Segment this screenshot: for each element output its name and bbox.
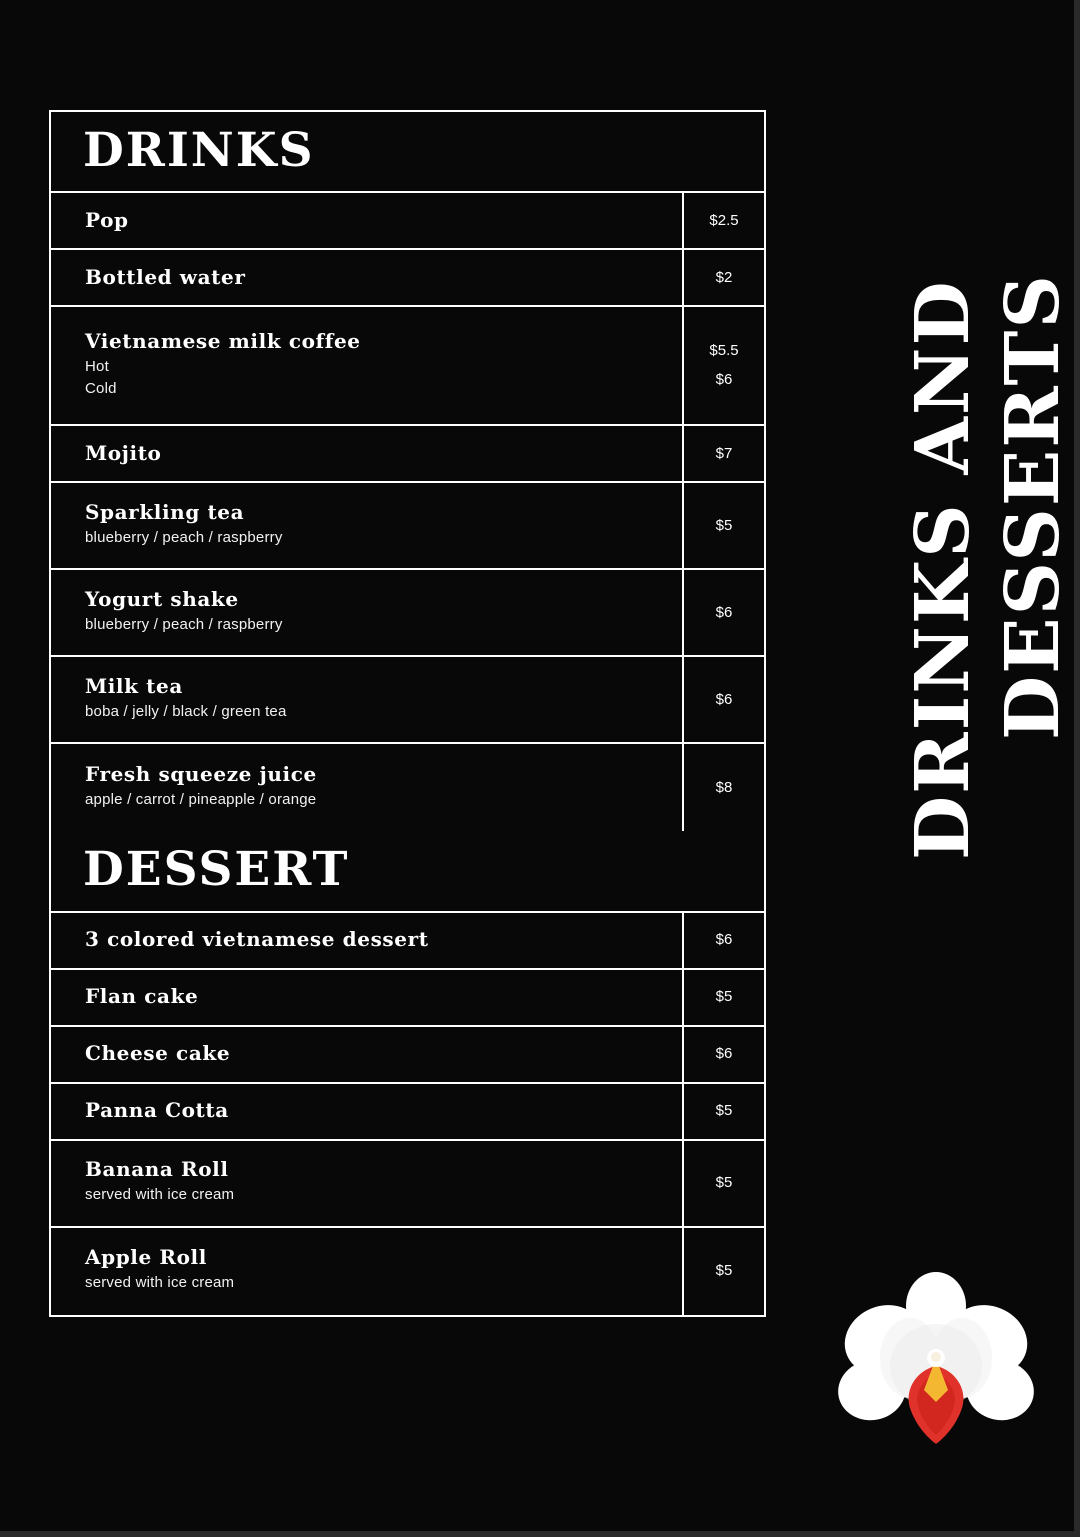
section-header-dessert <box>51 831 764 912</box>
price-cell <box>684 193 764 248</box>
section-rows-drinks <box>51 193 764 831</box>
page-edge-right <box>1074 0 1080 1537</box>
price-cell <box>684 744 764 831</box>
price-cell <box>684 1141 764 1226</box>
table-row <box>51 1141 764 1228</box>
item-cell <box>51 1228 684 1315</box>
item-cell <box>51 483 684 568</box>
item-cell <box>51 570 684 655</box>
item-price: $6 <box>715 690 733 708</box>
item-name: Bottled water <box>85 264 246 289</box>
item-name: Yogurt shake <box>85 587 239 612</box>
item-price: $5 <box>715 516 733 534</box>
item-cell <box>51 307 684 424</box>
item-price: $2.5 <box>709 211 739 229</box>
item-price: $5 <box>715 1261 733 1279</box>
item-description: served with ice cream <box>85 1186 235 1204</box>
price-cell <box>684 913 764 968</box>
vertical-title-line-1: DRINKS AND <box>900 279 986 860</box>
item-description <box>85 356 670 401</box>
table-row <box>51 970 764 1027</box>
table-row <box>51 250 764 307</box>
vertical-title-line-2: DESSERTS <box>990 273 1076 740</box>
item-option-cold: Cold <box>85 380 117 398</box>
price-cell <box>684 307 764 424</box>
item-cell <box>51 1084 684 1139</box>
price-cell <box>684 657 764 742</box>
item-name: Flan cake <box>85 984 199 1009</box>
item-option-hot: Hot <box>85 357 109 375</box>
table-row <box>51 307 764 426</box>
item-description: blueberry / peach / raspberry <box>85 529 283 547</box>
item-price: $6 <box>715 370 733 388</box>
page-edge-bottom <box>0 1531 1080 1537</box>
item-description: blueberry / peach / raspberry <box>85 616 283 634</box>
price-cell <box>684 570 764 655</box>
vertical-title <box>800 100 1076 900</box>
item-cell <box>51 250 684 305</box>
item-description: apple / carrot / pineapple / orange <box>85 791 317 809</box>
item-cell <box>51 1027 684 1082</box>
item-name: Sparkling tea <box>85 500 245 525</box>
section-title: DESSERT <box>83 842 350 898</box>
price-cell <box>684 1228 764 1315</box>
section-title: DRINKS <box>83 123 315 178</box>
item-description: boba / jelly / black / green tea <box>85 703 287 721</box>
table-row <box>51 913 764 970</box>
price-cell <box>684 1084 764 1139</box>
item-cell <box>51 744 684 831</box>
price-cell <box>684 483 764 568</box>
item-price: $8 <box>715 778 733 796</box>
item-cell <box>51 657 684 742</box>
table-row <box>51 1228 764 1315</box>
table-row <box>51 570 764 657</box>
item-price: $5 <box>715 987 733 1005</box>
orchid-flower-icon <box>836 1262 1036 1462</box>
item-name: Vietnamese milk coffee <box>85 328 361 353</box>
price-cell <box>684 250 764 305</box>
item-price: $2 <box>715 268 733 286</box>
item-name: Panna Cotta <box>85 1098 229 1123</box>
item-cell <box>51 193 684 248</box>
item-price: $7 <box>715 444 733 462</box>
table-row <box>51 657 764 744</box>
table-row <box>51 483 764 570</box>
item-name: 3 colored vietnamese dessert <box>85 927 429 952</box>
item-name: Apple Roll <box>85 1245 207 1270</box>
table-row <box>51 193 764 250</box>
item-price: $5 <box>715 1101 733 1119</box>
item-description: served with ice cream <box>85 1274 235 1292</box>
item-name: Fresh squeeze juice <box>85 762 317 787</box>
section-rows-dessert <box>51 913 764 1315</box>
item-price: $5 <box>715 1173 733 1191</box>
item-cell <box>51 1141 684 1226</box>
item-price: $6 <box>715 930 733 948</box>
item-price: $6 <box>715 603 733 621</box>
table-row <box>51 1027 764 1084</box>
item-name: Mojito <box>85 440 162 465</box>
item-price: $6 <box>715 1044 733 1062</box>
table-row <box>51 426 764 483</box>
menu-table <box>49 110 766 1317</box>
price-cell <box>684 970 764 1025</box>
item-cell <box>51 913 684 968</box>
table-row <box>51 744 764 831</box>
item-price: $5.5 <box>709 342 739 360</box>
item-name: Pop <box>85 207 129 232</box>
item-name: Milk tea <box>85 674 183 699</box>
item-cell <box>51 426 684 481</box>
table-row <box>51 1084 764 1141</box>
section-header-drinks <box>51 112 764 193</box>
price-cell <box>684 426 764 481</box>
item-name: Cheese cake <box>85 1041 231 1066</box>
item-name: Banana Roll <box>85 1157 229 1182</box>
item-cell <box>51 970 684 1025</box>
price-cell <box>684 1027 764 1082</box>
